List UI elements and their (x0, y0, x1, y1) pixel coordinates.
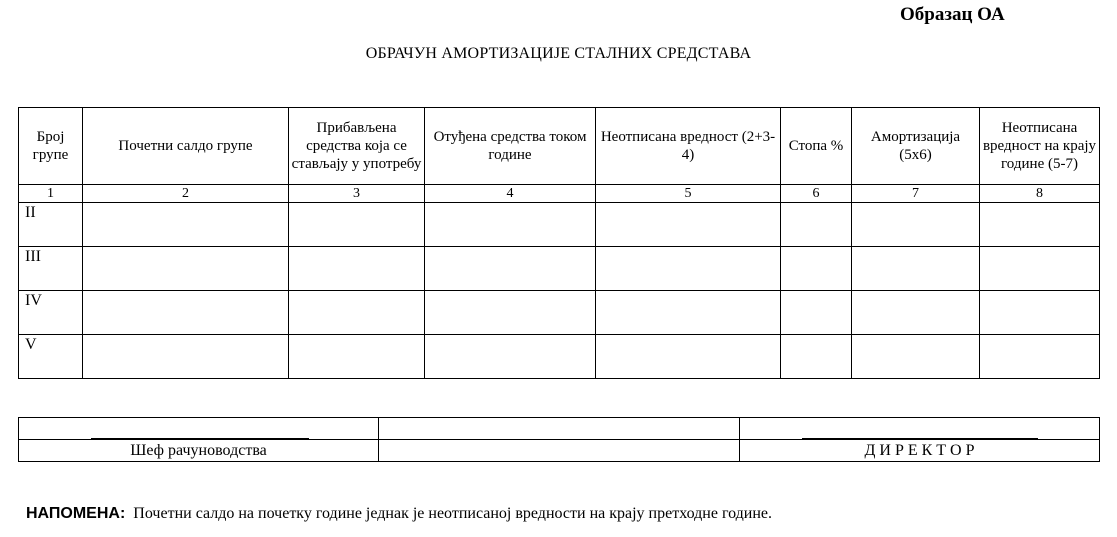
cell-acquired-assets[interactable] (289, 291, 425, 335)
column-number: 3 (289, 185, 425, 203)
cell-opening-balance[interactable] (83, 247, 289, 291)
header-opening-balance: Почетни салдо групе (83, 108, 289, 185)
cell-unwritten-value[interactable] (596, 203, 781, 247)
cell-amortization[interactable] (852, 203, 980, 247)
cell-disposed-assets[interactable] (425, 203, 596, 247)
group-label: IV (19, 291, 83, 335)
cell-acquired-assets[interactable] (289, 247, 425, 291)
cell-year-end-value[interactable] (980, 247, 1100, 291)
signature-table (18, 417, 1100, 462)
cell-rate[interactable] (781, 247, 852, 291)
header-amortization: Амортизација (5x6) (852, 108, 980, 185)
table-row (19, 335, 1100, 379)
column-number: 8 (980, 185, 1100, 203)
note-label: НАПОМЕНА: (26, 505, 126, 522)
column-number: 2 (83, 185, 289, 203)
table-row (19, 291, 1100, 335)
cell-rate[interactable] (781, 203, 852, 247)
director-label: Д И Р Е К Т О Р (740, 440, 1100, 462)
cell-opening-balance[interactable] (83, 203, 289, 247)
accountant-label: Шеф рачуноводства (19, 440, 379, 462)
cell-opening-balance[interactable] (83, 291, 289, 335)
cell-year-end-value[interactable] (980, 291, 1100, 335)
signature-line (91, 438, 309, 439)
group-label: III (19, 247, 83, 291)
cell-year-end-value[interactable] (980, 203, 1100, 247)
cell-disposed-assets[interactable] (425, 291, 596, 335)
column-number: 5 (596, 185, 781, 203)
column-number: 6 (781, 185, 852, 203)
cell-rate[interactable] (781, 291, 852, 335)
signature-label-row (19, 440, 1100, 462)
cell-unwritten-value[interactable] (596, 247, 781, 291)
cell-disposed-assets[interactable] (425, 247, 596, 291)
empty-cell (379, 440, 740, 462)
table-row (19, 203, 1100, 247)
cell-amortization[interactable] (852, 335, 980, 379)
header-group-number: Број групе (19, 108, 83, 185)
header-year-end-value: Неотписана вредност на крају године (5-7) (980, 108, 1100, 185)
stamp-field[interactable] (379, 418, 740, 440)
header-disposed-assets: Отуђена средства током године (425, 108, 596, 185)
header-unwritten-value: Неотписана вредност (2+3-4) (596, 108, 781, 185)
cell-opening-balance[interactable] (83, 335, 289, 379)
group-label: II (19, 203, 83, 247)
form-code: Образац ОА (900, 4, 1005, 25)
document-title: ОБРАЧУН АМОРТИЗАЦИЈЕ СТАЛНИХ СРЕДСТАВА (365, 45, 752, 62)
column-number: 7 (852, 185, 980, 203)
cell-unwritten-value[interactable] (596, 291, 781, 335)
director-signature-field[interactable] (740, 418, 1100, 440)
signature-line (802, 438, 1038, 439)
accountant-signature-field[interactable] (19, 418, 379, 440)
group-label: V (19, 335, 83, 379)
cell-acquired-assets[interactable] (289, 203, 425, 247)
cell-acquired-assets[interactable] (289, 335, 425, 379)
signature-line-row (19, 418, 1100, 440)
header-row (19, 108, 1100, 185)
cell-disposed-assets[interactable] (425, 335, 596, 379)
note-text: Почетни салдо на почетку године једнак је неотписаној вредности на крају претходне године. (133, 505, 773, 522)
table-row (19, 247, 1100, 291)
amortization-table (18, 107, 1100, 379)
cell-unwritten-value[interactable] (596, 335, 781, 379)
cell-amortization[interactable] (852, 291, 980, 335)
column-number: 4 (425, 185, 596, 203)
header-rate: Стопа % (781, 108, 852, 185)
cell-amortization[interactable] (852, 247, 980, 291)
note (26, 505, 772, 523)
cell-rate[interactable] (781, 335, 852, 379)
cell-year-end-value[interactable] (980, 335, 1100, 379)
header-acquired-assets: Прибављена средства која се стављају у употребу (289, 108, 425, 185)
column-number: 1 (19, 185, 83, 203)
column-number-row (19, 185, 1100, 203)
